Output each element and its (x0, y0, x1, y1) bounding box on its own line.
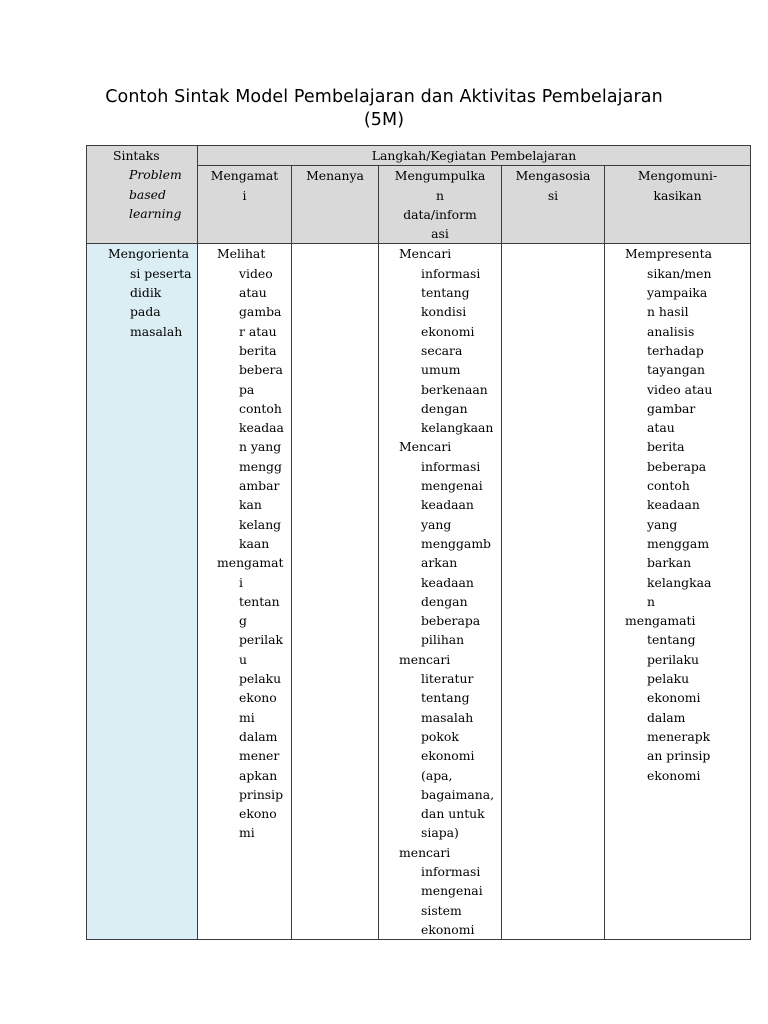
activity-entry (399, 244, 501, 437)
activity-line: yampaika (647, 285, 708, 301)
header-group-label: Langkah/Kegiatan Pembelajaran (371, 148, 577, 163)
title-line-2: (5M) (363, 110, 405, 130)
activity-line: mi (239, 709, 255, 725)
activity-line: g (239, 613, 247, 629)
activity-line: barkan (647, 555, 692, 571)
mengamati-activities (198, 244, 291, 842)
column-heading-line: Menanya (306, 168, 364, 184)
column-heading-line: kasikan (653, 187, 702, 203)
activity-line: apkan (239, 767, 278, 783)
activity-line: ekonomi (421, 748, 475, 764)
activity-line: ekono (239, 690, 277, 706)
activity-line: mengg (239, 458, 282, 474)
activity-line: sikan/men (647, 265, 712, 281)
activity-line: dan untuk (421, 806, 485, 822)
activity-line: kondisi (421, 304, 467, 320)
mengomunikasikan-activities (605, 244, 750, 784)
mengumpulkan-cell (379, 244, 502, 940)
model-name-line: Problem (129, 167, 182, 183)
activity-line: pilihan (421, 632, 465, 648)
activity-line: mener (239, 748, 280, 764)
activity-line: Mencari (399, 246, 452, 262)
activity-line: beberapa (647, 458, 707, 474)
activity-line: secara (421, 342, 463, 358)
column-heading-line: asi (431, 226, 449, 242)
activity-line: Mempresenta (625, 246, 712, 262)
activity-line: pelaku (647, 671, 690, 687)
activity-line: dengan (421, 593, 468, 609)
activity-line: i (239, 574, 243, 590)
column-heading-line: Mengasosia (515, 168, 591, 184)
activity-line: analisis (647, 323, 695, 339)
sintaks-step-cell (87, 244, 198, 940)
header-model-name (87, 165, 197, 223)
mengasosiasi-cell (502, 244, 605, 940)
column-heading-line: Mengumpulka (394, 168, 486, 184)
activity-line: ekonomi (647, 767, 701, 783)
activity-line: umum (421, 362, 461, 378)
activity-line: mencari (399, 844, 451, 860)
title-line-1: Contoh Sintak Model Pembelajaran dan Aktivitas Pembelajaran (105, 87, 663, 107)
header-col-mengumpulkan (379, 166, 502, 244)
activity-line: perilaku (647, 651, 699, 667)
activity-line: Mencari (399, 439, 452, 455)
activity-line: bebera (239, 362, 283, 378)
mengamati-cell (198, 244, 292, 940)
activity-line: mengamati (625, 613, 696, 629)
activity-line: pokok (421, 728, 459, 744)
mengomunikasikan-cell (605, 244, 751, 940)
activity-line: tentang (421, 690, 470, 706)
activity-line: video (239, 265, 273, 281)
activity-entry (625, 244, 750, 611)
activity-line: informasi (421, 265, 481, 281)
activity-line: berita (239, 342, 277, 358)
activity-line: atau (239, 285, 267, 301)
activity-line: u (239, 651, 247, 667)
body-row (87, 244, 751, 940)
activity-line: pa (239, 381, 255, 397)
activity-entry (399, 650, 501, 843)
activity-line: mengamat (217, 555, 284, 571)
activity-line: keadaa (239, 420, 284, 436)
sintaks-step-line: si peserta (130, 265, 192, 281)
activity-line: informasi (421, 863, 481, 879)
activity-line: kaan (239, 535, 270, 551)
activity-line: tentan (239, 593, 280, 609)
activity-line: keadaan (647, 497, 700, 513)
activity-line: r atau (239, 323, 277, 339)
syntax-table (86, 145, 751, 940)
activity-line: contoh (647, 478, 690, 494)
activity-line: mengenai (421, 883, 483, 899)
column-heading-line: si (547, 187, 559, 203)
activity-line: atau (647, 420, 675, 436)
activity-line: n yang (239, 439, 282, 455)
activity-line: berita (647, 439, 685, 455)
header-col-mengomunikasikan (605, 166, 751, 244)
activity-line: masalah (421, 709, 474, 725)
activity-line: beberapa (421, 613, 481, 629)
activity-line: ambar (239, 478, 280, 494)
activity-line: kelangkaan (421, 420, 494, 436)
activity-line: contoh (239, 400, 282, 416)
activity-line: video atau (647, 381, 713, 397)
column-heading-line: data/inform (403, 206, 477, 222)
activity-line: berkenaan (421, 381, 488, 397)
activity-line: tentang (421, 285, 470, 301)
sintaks-step-line: pada (130, 304, 161, 320)
activity-line: pelaku (239, 671, 282, 687)
mengumpulkan-activities (379, 244, 501, 939)
header-sintaks-cell (87, 146, 198, 244)
activity-line: mencari (399, 651, 451, 667)
activity-line: terhadap (647, 342, 704, 358)
activity-line: literatur (421, 671, 474, 687)
activity-line: gamba (239, 304, 282, 320)
sintaks-step-line: Mengorienta (108, 246, 189, 262)
activity-line: keadaan (421, 574, 474, 590)
document-title (0, 86, 768, 132)
header-group-cell (198, 146, 751, 166)
activity-line: dengan (421, 400, 468, 416)
header-col-menanya (292, 166, 379, 244)
activity-line: prinsip (239, 786, 284, 802)
activity-line: gambar (647, 400, 696, 416)
activity-line: ekonomi (647, 690, 701, 706)
activity-line: ekonomi (421, 921, 475, 937)
activity-line: Melihat (217, 246, 266, 262)
activity-line: tentang (647, 632, 696, 648)
activity-line: menggam (647, 535, 710, 551)
activity-entry (217, 553, 291, 842)
activity-entry (399, 437, 501, 649)
activity-line: kelangkaa (647, 574, 712, 590)
column-heading-line: i (242, 187, 247, 203)
activity-line: n (647, 593, 655, 609)
header-row-1 (87, 146, 751, 166)
activity-line: dalam (647, 709, 686, 725)
activity-line: bagaimana, (421, 786, 495, 802)
activity-entry (399, 843, 501, 939)
sintaks-step-line: masalah (130, 323, 183, 339)
column-heading-line: Mengomuni- (637, 168, 718, 184)
activity-line: (apa, (421, 767, 453, 783)
activity-line: perilak (239, 632, 284, 648)
activity-line: mengenai (421, 478, 483, 494)
header-sintaks-label: Sintaks (113, 148, 160, 163)
activity-line: n hasil (647, 304, 689, 320)
sintaks-step-text (87, 244, 197, 340)
activity-line: ekonomi (421, 323, 475, 339)
activity-line: kelang (239, 516, 282, 532)
activity-line: menggamb (421, 535, 491, 551)
activity-line: ekono (239, 806, 277, 822)
header-col-mengamati (198, 166, 292, 244)
activity-line: keadaan (421, 497, 474, 513)
activity-line: menerapk (647, 728, 711, 744)
header-col-mengasosiasi (502, 166, 605, 244)
activity-entry (217, 244, 291, 553)
activity-line: sistem (421, 902, 462, 918)
activity-line: siapa) (421, 825, 459, 841)
model-name-line: based (129, 186, 166, 202)
column-heading-line: n (436, 187, 444, 203)
activity-line: an prinsip (647, 748, 711, 764)
activity-line: dalam (239, 728, 278, 744)
activity-line: informasi (421, 458, 481, 474)
activity-line: mi (239, 825, 255, 841)
model-name-line: learning (129, 205, 182, 221)
sintaks-step-line: didik (130, 285, 162, 301)
menanya-cell (292, 244, 379, 940)
activity-entry (625, 611, 750, 785)
activity-line: yang (647, 516, 678, 532)
activity-line: arkan (421, 555, 458, 571)
activity-line: yang (421, 516, 452, 532)
activity-line: tayangan (647, 362, 706, 378)
activity-line: kan (239, 497, 262, 513)
column-heading-line: Mengamat (210, 168, 279, 184)
